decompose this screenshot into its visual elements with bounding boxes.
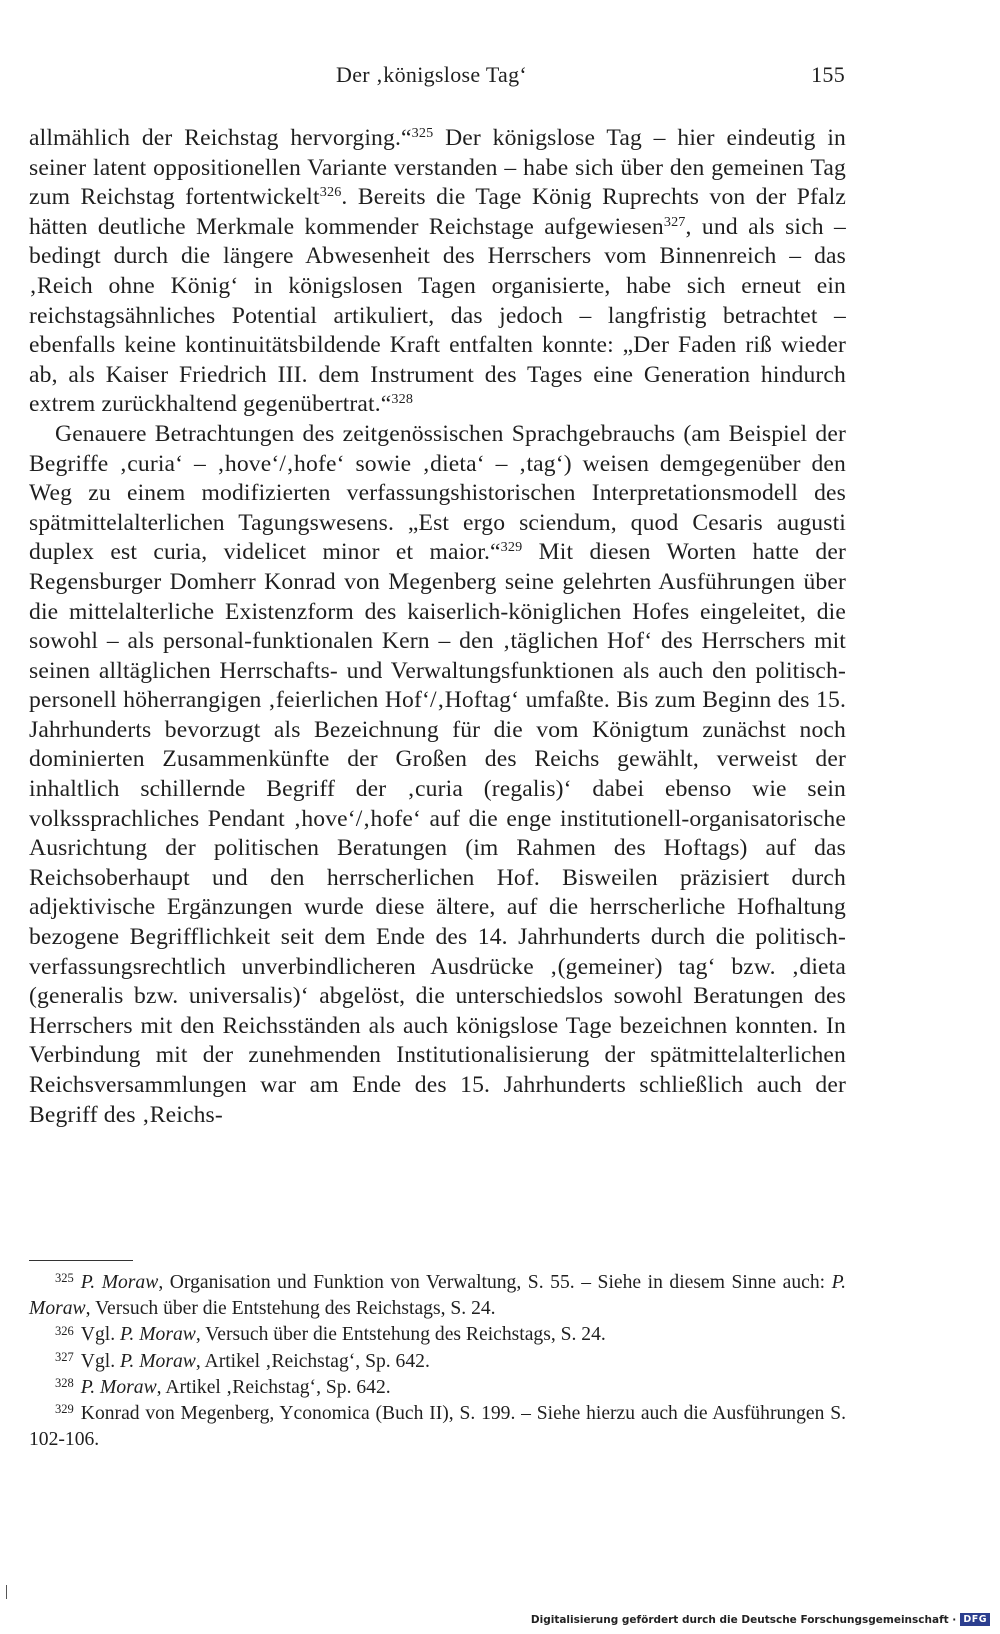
footnote-author: P. Moraw xyxy=(80,1272,159,1293)
scan-margin-mark xyxy=(6,1585,7,1599)
footnote-328 xyxy=(29,1375,846,1401)
footnote-325 xyxy=(29,1270,846,1322)
footnote-prefix: Vgl. xyxy=(80,1324,120,1346)
footnote-text: , Versuch über die Entstehung des Reichstags, S. 24. xyxy=(195,1324,606,1346)
footnote-number: 328 xyxy=(55,1376,74,1391)
footnote-text: , Organisation und Funktion von Verwaltung, S. 55. – Siehe in diesem Sinne auch: xyxy=(158,1272,832,1293)
footnote-326 xyxy=(29,1322,846,1348)
page-number: 155 xyxy=(811,62,845,87)
body-text xyxy=(29,124,846,1130)
digitization-note: Digitalisierung gefördert durch die Deutsche Forschungsgemeinschaft · xyxy=(530,1613,957,1626)
paragraph-2 xyxy=(29,420,846,1130)
footnote-divider xyxy=(29,1260,133,1261)
paragraph-text: Genauere Betrachtungen des zeitgenössischen Sprachgebrauchs (am Beispiel der Begriffe ‚curia‘ – ‚hove‘/‚hofe‘ sowie ‚dieta‘ – ‚tag‘) weisen demgegenüber den Weg zu einem modifizierten verfassungshistorischen Interpretationsmodell des spätmittelalterlichen Tagungswesens. „Est ergo sciendum, quod Cesaris augusti duplex est curia, videlicet minor et maior.“ xyxy=(29,420,846,566)
paragraph-text: allmählich der Reichstag hervorging.“ xyxy=(29,125,412,151)
footnote-author: P. Moraw xyxy=(119,1324,196,1346)
footnote-ref-327[interactable]: 327 xyxy=(663,214,686,230)
footnote-ref-325[interactable]: 325 xyxy=(411,125,434,142)
footnote-text: Konrad von Megenberg, Yconomica (Buch II), S. 199. – Siehe hierzu auch die Ausführungen S. 102-106. xyxy=(29,1403,846,1451)
footnote-author: P. Moraw xyxy=(80,1376,157,1398)
running-title: Der ‚königslose Tag‘ xyxy=(336,62,528,87)
dfg-logo-icon: DFG xyxy=(960,1613,990,1626)
footnote-number: 329 xyxy=(55,1402,74,1417)
footnote-text: , Artikel ‚Reichstag‘, Sp. 642. xyxy=(156,1376,391,1398)
digitization-banner xyxy=(531,1611,990,1628)
footnote-327 xyxy=(29,1349,846,1375)
footnote-number: 326 xyxy=(55,1323,74,1338)
footnotes xyxy=(29,1270,846,1453)
footnote-text: , Versuch über die Entstehung des Reichstags, S. 24. xyxy=(85,1298,496,1320)
footnote-329 xyxy=(29,1401,846,1453)
footnote-number: 325 xyxy=(55,1271,74,1286)
paragraph-text: . Bereits die Tage König Ruprechts von der Pfalz hätten deutliche Merkmale kommender Reichstage aufgewiesen xyxy=(29,184,846,240)
footnote-ref-326[interactable]: 326 xyxy=(319,184,342,201)
paragraph-text: Der königslose Tag – hier eindeutig in seiner latent oppositionellen Variante verstanden – habe sich über den gemeinen Tag zum Reichstag fortentwickelt xyxy=(29,125,847,211)
footnote-prefix: Vgl. xyxy=(80,1350,120,1372)
paragraph-text: Mit diesen Worten hatte der Regensburger Domherr Konrad von Megenberg seine gelehrten Ausführungen über die mittelalterliche Existenzform des kaiserlich-königlichen Hofes eingeleitet, die sowohl – als personal-funktionalen Kern – den ‚täglichen Hof‘ des Herrschers mit seinen alltäglichen Herrschafts- und Verwaltungsfunktionen als auch den politisch-personell höherrangigen ‚feierlichen Hof‘/‚Hoftag‘ umfaßte. Bis zum Beginn des 15. Jahrhunderts bevorzugt als Bezeichnung für die vom Königtum zunächst noch dominierten Zusammenkünfte der Großen des Reichs gewählt, verweist der inhaltlich schillernde Begriff der ‚curia (regalis)‘ dabei ebenso wie sein volkssprachliches Pendant ‚hove‘/‚hofe‘ auf die enge institutionell-organisatorische Ausrichtung der politischen Beratungen (im Rahmen des Hoftags) auf das Reichsoberhaupt und den herrscherlichen Hof. Bisweilen präzisiert durch adjektivische Ergänzungen wurde diese ältere, auf die herrscherliche Hofhaltung bezogene Begrifflichkeit seit dem Ende des 14. Jahrhunderts durch die politisch-verfassungsrechtlich unverbindlicheren Ausdrücke ‚(gemeiner) tag‘ bzw. ‚dieta (generalis bzw. universalis)‘ abgelöst, die unterschiedslos sowohl Beratungen des Herrschers mit den Reichsständen als auch königslose Tage bezeichnen konnten. In Verbindung mit der zunehmenden Institutionalisierung der spätmittelalterlichen Reichsversammlungen war am Ende des 15. Jahrhunderts schließlich auch der Begriff des ‚Reichs- xyxy=(29,539,846,1128)
paragraph-1 xyxy=(29,124,846,420)
footnote-author: P. Moraw xyxy=(119,1350,196,1372)
footnote-text: , Artikel ‚Reichstag‘, Sp. 642. xyxy=(195,1350,430,1372)
paragraph-text: , und als sich – bedingt durch die längere Abwesenheit des Herrschers vom Binnenreich – das ‚Reich ohne König‘ in königslosen Tagen organisierte, habe sich erneut ein reichstagsähnliches Potential artikuliert, das jedoch – langfristig betrachtet – ebenfalls keine kontinuitätsbildende Kraft entfalten konnte: „Der Faden riß wieder ab, als Kaiser Friedrich III. dem Instrument des Tages eine Generation hindurch extrem zurückhaltend gegenübertrat.“ xyxy=(29,213,846,418)
footnote-ref-328[interactable]: 328 xyxy=(391,391,414,408)
footnote-author: P. Moraw xyxy=(29,1272,847,1320)
footnote-ref-329[interactable]: 329 xyxy=(500,539,523,556)
running-header xyxy=(310,62,845,96)
footnote-number: 327 xyxy=(55,1349,74,1364)
